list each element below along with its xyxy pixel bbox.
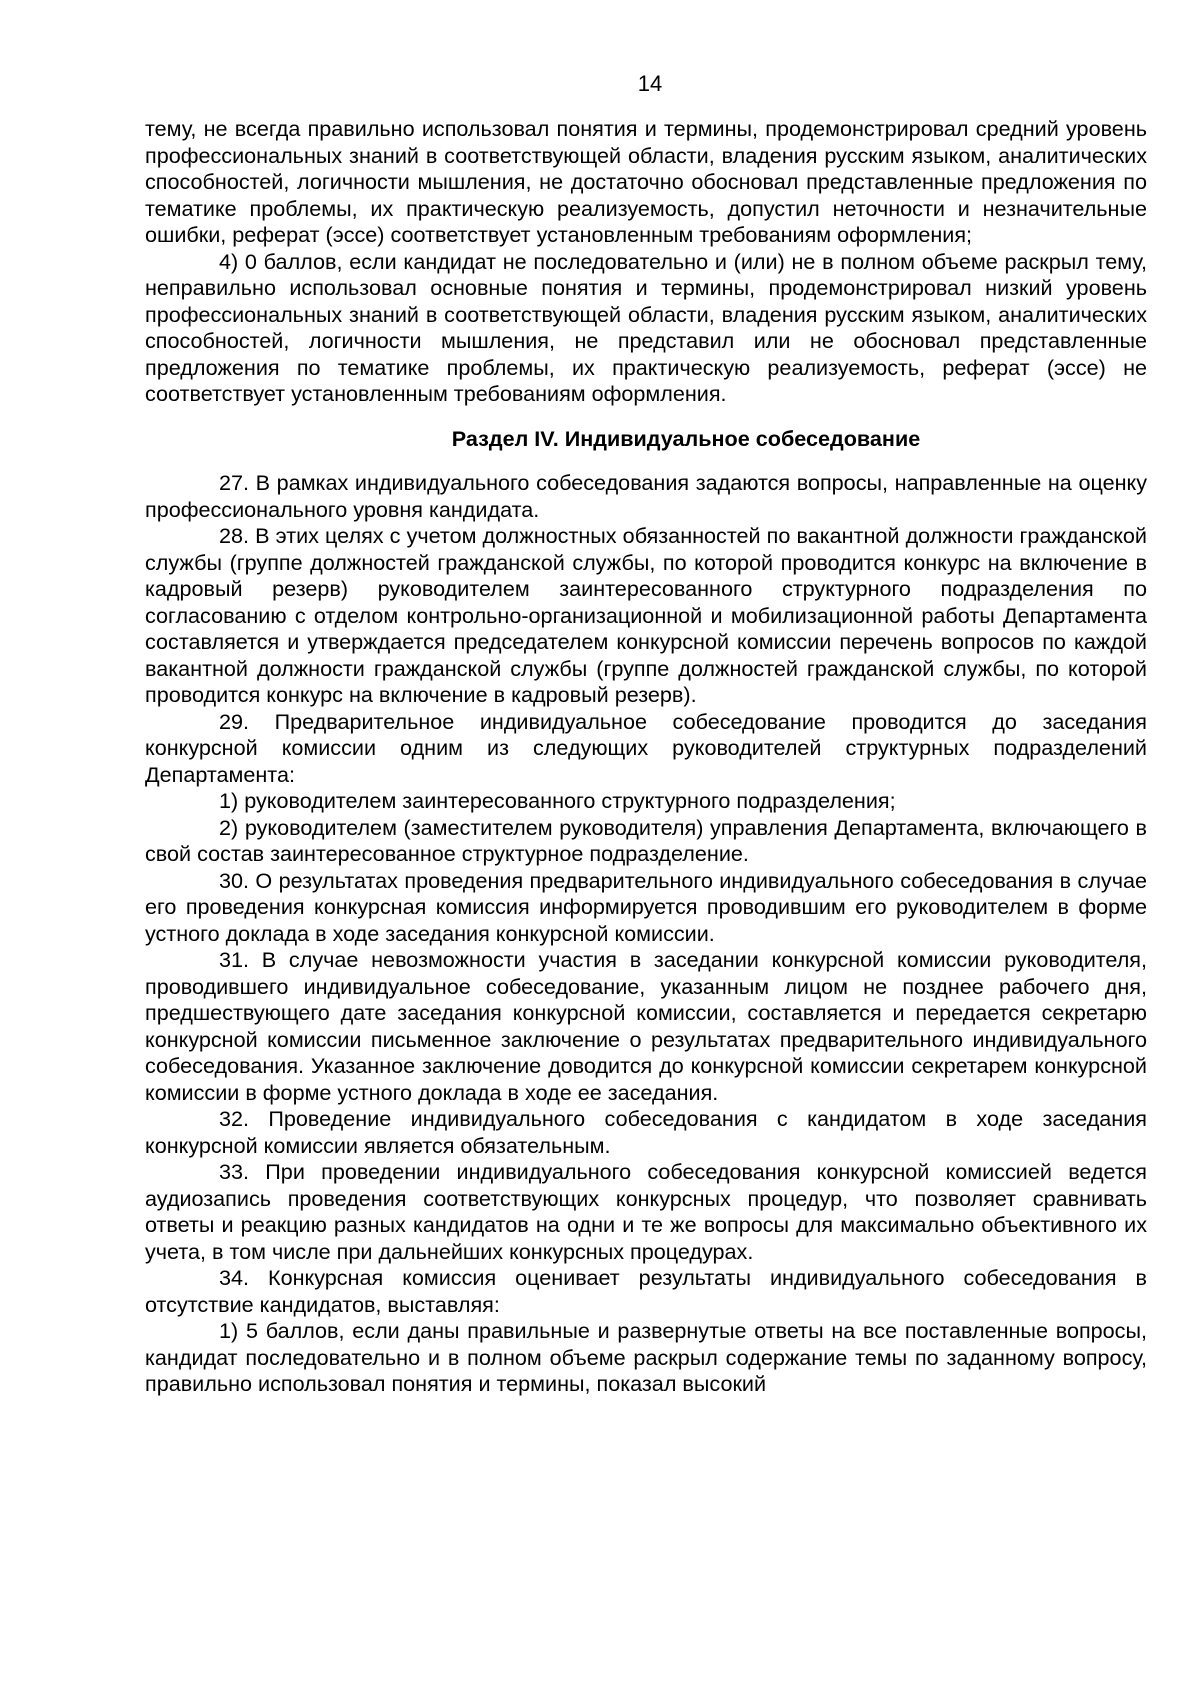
paragraph-31: 31. В случае невозможности участия в заседании конкурсной комиссии руководителя, проводившего индивидуальное собеседование, указанным лицом не позднее рабочего дня, предшествующего дате заседания конкурсной комиссии, составляется и передается секретарю конкурсной комиссии письменное заключение о результатах предварительного индивидуального собеседования. Указанное заключение доводится до конкурсной комиссии секретарем конкурсной комиссии в форме устного доклада в ходе ее заседания. <box>145 947 1147 1105</box>
paragraph-32: 32. Проведение индивидуального собеседования с кандидатом в ходе заседания конкурсной комиссии является обязательным. <box>145 1106 1147 1158</box>
paragraph-29: 29. Предварительное индивидуальное собеседование проводится до заседания конкурсной комиссии одним из следующих руководителей структурных подразделений Департамента: <box>145 708 1147 787</box>
paragraph-33: 33. При проведении индивидуального собеседования конкурсной комиссией ведется аудиозапись проведения соответствующих конкурсных процедур, что позволяет сравнивать ответы и реакцию разных кандидатов на одни и те же вопросы для максимально объективного их учета, в том числе при дальнейших конкурсных процедурах. <box>145 1159 1147 1264</box>
paragraph-continuation: тему, не всегда правильно использовал понятия и термины, продемонстрировал средний уровень профессиональных знаний в соответствующей области, владения русским языком, аналитических способностей, логичности мышления, не достаточно обосновал представленные предложения по тематике проблемы, их практическую реализуемость, допустил неточности и незначительные ошибки, реферат (эссе) соответствует установленным требованиям оформления; <box>145 116 1147 247</box>
section-heading: Раздел IV. Индивидуальное собеседование <box>451 425 921 451</box>
page-number: 14 <box>637 71 663 96</box>
paragraph-item-4: 4) 0 баллов, если кандидат не последовательно и (или) не в полном объеме раскрыл тему, неправильно использовал основные понятия и термины, продемонстрировал низкий уровень профессиональных знаний в соответствующей области, владения русским языком, аналитических способностей, логичности мышления, не представил или не обосновал представленные предложения по тематике проблемы, их практическую реализуемость, реферат (эссе) не соответствует установленным требованиям оформления. <box>145 248 1147 406</box>
paragraph-29-item-2: 2) руководителем (заместителем руководителя) управления Департамента, включающего в свой состав заинтересованное структурное подразделение. <box>145 814 1147 866</box>
paragraph-28: 28. В этих целях с учетом должностных обязанностей по вакантной должности гражданской службы (группе должностей гражданской службы, по которой проводится конкурс на включение в кадровый резерв) руководителем заинтересованного структурного подразделения по согласованию с отделом контрольно-организационной и мобилизационной работы Департамента составляется и утверждается председателем конкурсной комиссии перечень вопросов по каждой вакантной должности гражданской службы (группе должностей гражданской службы, по которой проводится конкурс на включение в кадровый резерв). <box>145 523 1147 707</box>
paragraph-29-item-1: 1) руководителем заинтересованного структурного подразделения; <box>219 788 896 813</box>
paragraph-34-item-1: 1) 5 баллов, если даны правильные и развернутые ответы на все поставленные вопросы, кандидат последовательно и в полном объеме раскрыл содержание темы по заданному вопросу, правильно использовал понятия и термины, показал высокий <box>145 1318 1147 1396</box>
paragraph-34: 34. Конкурсная комиссия оценивает результаты индивидуального собеседования в отсутствие кандидатов, выставляя: <box>145 1265 1147 1317</box>
paragraph-30: 30. О результатах проведения предварительного индивидуального собеседования в случае его проведения конкурсная комиссия информируется проводившим его руководителем в форме устного доклада в ходе заседания конкурсной комиссии. <box>145 867 1147 946</box>
document-body <box>145 116 1147 1398</box>
paragraph-27: 27. В рамках индивидуального собеседования задаются вопросы, направленные на оценку профессионального уровня кандидата. <box>145 470 1147 522</box>
